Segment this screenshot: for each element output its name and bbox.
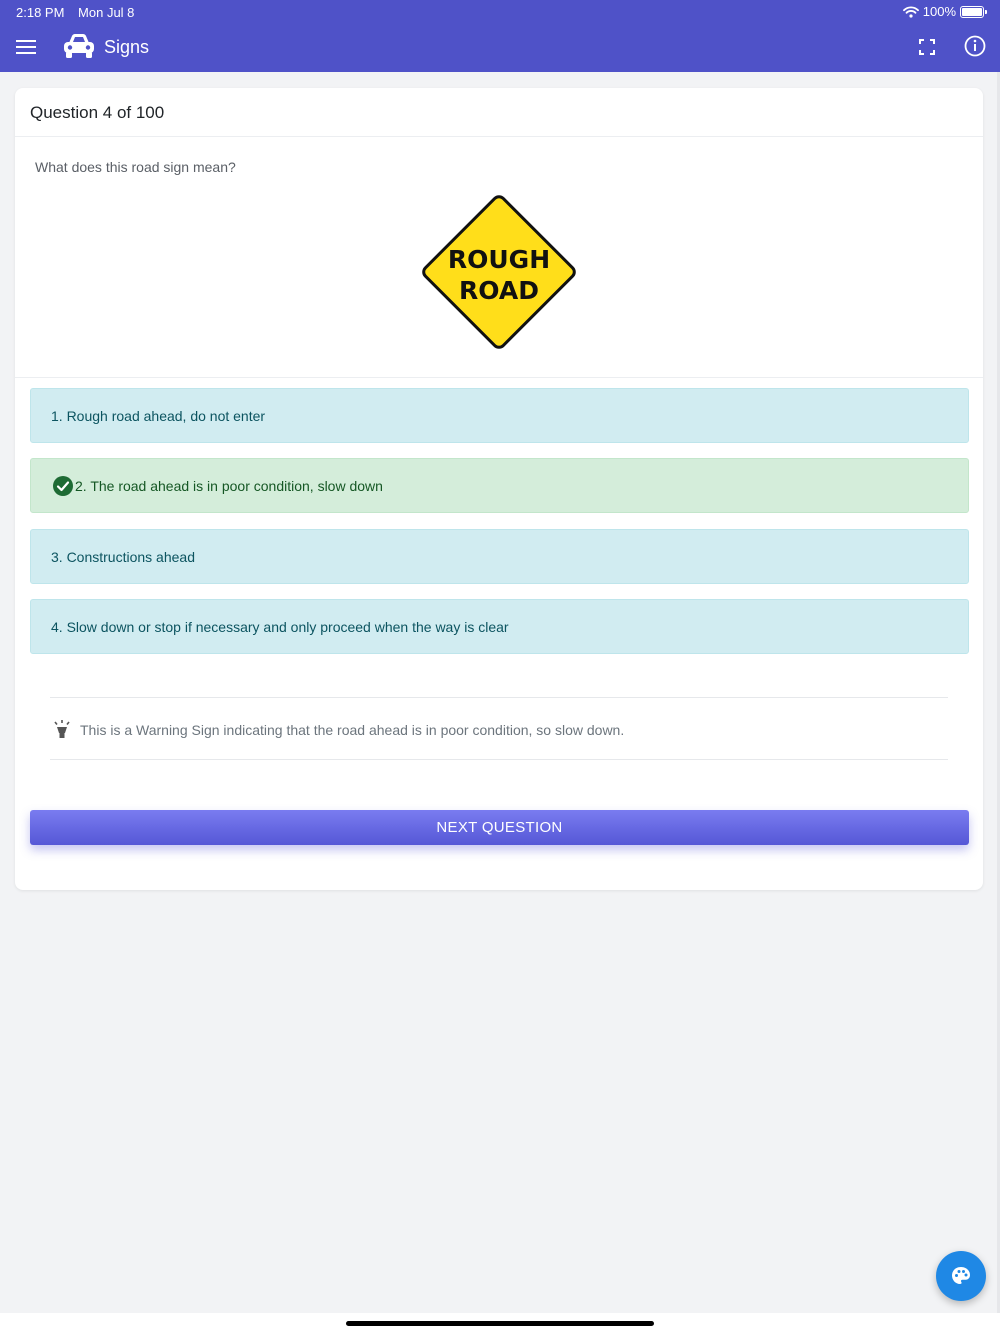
road-sign-image xyxy=(418,191,580,353)
info-button[interactable] xyxy=(963,34,987,58)
menu-icon xyxy=(14,36,38,58)
car-icon xyxy=(62,32,96,60)
menu-button[interactable] xyxy=(14,36,38,58)
answer-label: 3. Constructions ahead xyxy=(51,548,195,565)
next-question-button[interactable]: NEXT QUESTION xyxy=(30,810,969,845)
divider xyxy=(50,759,948,760)
fullscreen-icon xyxy=(916,36,938,58)
status-bar-left xyxy=(16,5,134,20)
explanation-text: This is a Warning Sign indicating that the road ahead is in poor condition, so slow down. xyxy=(80,722,625,738)
lightbulb-icon xyxy=(52,719,72,741)
battery-percent: 100% xyxy=(922,4,956,19)
divider xyxy=(15,377,983,378)
status-time: 2:18 PM xyxy=(16,5,65,20)
divider xyxy=(50,697,948,698)
answer-option-2[interactable] xyxy=(30,458,969,513)
answer-option-4[interactable] xyxy=(30,599,969,654)
sign-line-1: ROUGH xyxy=(447,245,551,274)
app-title: Signs xyxy=(104,37,150,57)
wifi-icon xyxy=(903,6,919,18)
theme-fab-button[interactable] xyxy=(936,1251,986,1301)
answer-option-3[interactable] xyxy=(30,529,969,584)
check-circle-icon xyxy=(52,475,74,497)
question-text: What does this road sign mean? xyxy=(35,159,236,175)
question-counter: Question 4 of 100 xyxy=(15,88,983,137)
fullscreen-button[interactable] xyxy=(916,36,938,58)
answer-option-1[interactable] xyxy=(30,388,969,443)
answer-label: 2. The road ahead is in poor condition, slow down xyxy=(75,477,383,494)
answer-label: 4. Slow down or stop if necessary and only proceed when the way is clear xyxy=(51,618,509,635)
answer-label: 1. Rough road ahead, do not enter xyxy=(51,407,266,424)
status-bar-right xyxy=(903,4,984,19)
status-date: Mon Jul 8 xyxy=(78,5,135,20)
app-bar xyxy=(0,0,1000,72)
question-card xyxy=(15,88,983,890)
info-icon xyxy=(963,34,987,58)
palette-icon xyxy=(949,1264,973,1288)
battery-icon xyxy=(960,6,984,18)
sign-line-2: ROAD xyxy=(459,276,539,305)
home-indicator[interactable] xyxy=(346,1321,654,1326)
explanation xyxy=(52,719,624,741)
